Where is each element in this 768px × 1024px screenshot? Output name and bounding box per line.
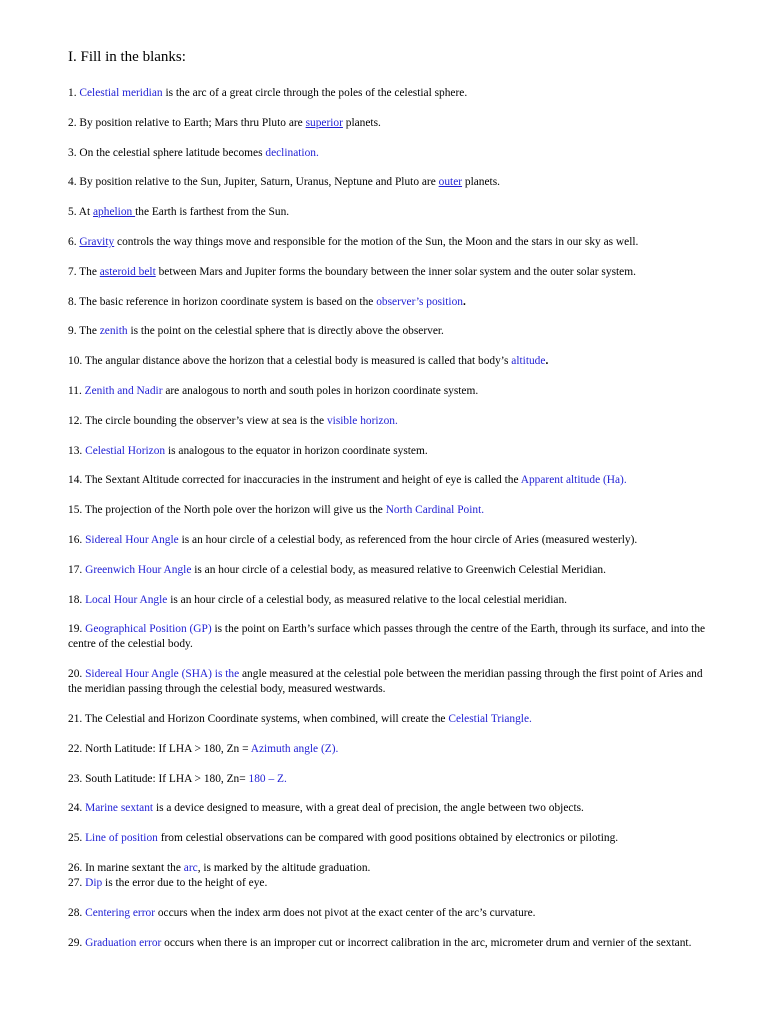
question-text: 6. [68,235,80,248]
question-text: 21. The Celestial and Horizon Coordinate systems, when combined, will create the [68,712,449,725]
question-item [68,384,708,399]
question-text: planets. [462,176,501,189]
question-text: 4. By position relative to the Sun, Jupiter, Saturn, Uranus, Neptune and Pluto are [68,176,439,189]
answer-text: Apparent altitude (Ha). [520,474,627,487]
question-text: 17. [68,563,86,576]
answer-text: Dip [85,876,103,889]
question-item [68,667,708,697]
question-item [68,831,708,846]
answer-text: Celestial Horizon [85,444,166,457]
question-item [68,86,708,101]
answer-text: Celestial meridian [79,87,163,99]
answer-text: Local Hour Angle [85,593,168,606]
question-text: 18. [68,593,86,606]
question-text: 14. The Sextant Altitude corrected for inaccuracies in the instrument and height of eye is called the [68,474,521,487]
answer-text: declination. [265,146,319,159]
answer-text: Azimuth angle (Z). [250,742,339,755]
answer-text: Greenwich Hour Angle [85,563,192,576]
answer-text: Graduation error [85,936,162,949]
question-item [68,622,708,652]
question-text: is an hour circle of a celestial body, as measured relative to the local celestial meridian. [167,593,568,606]
answer-text: 180 – Z. [248,772,287,785]
question-item [68,354,708,369]
question-item [68,563,708,578]
question-text: is the point on the celestial sphere that is directly above the observer. [127,325,444,338]
question-text: 29. [68,936,86,949]
question-text: . [545,355,549,368]
answer-text: Sidereal Hour Angle [85,533,179,546]
answer-text: superior [305,116,343,129]
question-text: 25. [68,832,86,845]
question-item [68,414,708,429]
question-text: is an hour circle of a celestial body, as measured relative to Greenwich Celestial Meridian. [191,563,606,576]
question-text: is a device designed to measure, with a great deal of precision, the angle between two objects. [153,802,584,815]
question-item [68,801,708,816]
question-text: 19. [68,623,86,636]
question-text: 20. [68,668,86,681]
answer-text: Marine sextant [85,802,154,815]
question-item [68,876,708,891]
question-text: are analogous to north and south poles in horizon coordinate system. [162,384,479,397]
question-item [68,742,708,757]
section-heading: I. Fill in the blanks: [68,49,186,65]
question-item [68,712,708,727]
question-item [68,936,708,951]
question-text: between Mars and Jupiter forms the boundary between the inner solar system and the outer solar system. [155,265,636,278]
question-item [68,906,708,921]
question-text: 13. [68,444,86,457]
answer-text: observer’s position [376,295,463,308]
answer-text: visible horizon. [326,414,398,427]
question-item [68,205,708,220]
answer-text: Sidereal Hour Angle (SHA) is the [85,668,240,681]
answer-text: Line of position [85,832,158,845]
question-text: 28. [68,906,86,919]
question-text: 23. South Latitude: If LHA > 180, Zn= [68,772,249,785]
question-item [68,593,708,608]
answer-text: arc [183,861,198,874]
answer-text: Gravity [79,235,115,248]
question-item [68,146,708,161]
question-item [68,772,708,787]
answer-text: North Cardinal Point. [385,504,485,517]
question-item [68,473,708,488]
question-text: 15. The projection of the North pole over the horizon will give us the [68,504,386,517]
question-item [68,265,708,280]
question-text: 7. The [68,265,100,278]
answer-text: outer [438,176,463,189]
question-text: 12. The circle bounding the observer’s view at sea is the [68,414,327,427]
answer-text: altitude [511,355,546,368]
question-text: 3. On the celestial sphere latitude becomes [68,146,266,159]
question-text: is the point on Earth’s surface which passes through the centre of the Earth, through its surface, and into the centre of the celestial body. [68,623,706,651]
question-text: is the arc of a great circle through the poles of the celestial sphere. [162,87,468,99]
question-text: from celestial observations can be compared with good positions obtained by electronics or piloting. [157,832,619,845]
answer-text: zenith [99,325,128,338]
question-text: 11. [68,384,85,397]
question-item [68,116,708,131]
question-text: 26. In marine sextant the [68,861,184,874]
question-text: is an hour circle of a celestial body, as referenced from the hour circle of Aries (measured westerly). [178,533,638,546]
question-text: 1. [68,87,80,99]
question-text: 5. At [68,206,93,219]
answer-text: Celestial Triangle. [448,712,532,725]
question-item [68,533,708,548]
question-text: 16. [68,533,86,546]
question-item [68,503,708,518]
answer-text: aphelion [93,206,136,219]
question-text: controls the way things move and responsible for the motion of the Sun, the Moon and the stars in our sky as well. [114,235,639,248]
question-item [68,295,708,310]
question-text: planets. [342,116,381,129]
question-text: 24. [68,802,86,815]
question-item [68,861,708,876]
answer-text: Zenith and Nadir [84,384,163,397]
answer-text: asteroid belt [99,265,156,278]
question-text: 8. The basic reference in horizon coordinate system is based on the [68,295,377,308]
document-page [68,48,708,965]
question-item [68,235,708,250]
question-text: is the error due to the height of eye. [102,876,268,889]
question-text: occurs when the index arm does not pivot at the exact center of the arc’s curvature. [155,906,536,919]
answer-text: Geographical Position (GP) [85,623,212,636]
question-text: 27. [68,876,86,889]
answer-text: Centering error [85,906,155,919]
question-text: angle measured at the celestial pole between the meridian passing through the first point of Aries and the meridian passing through the celestial body, measured westwards. [68,668,703,696]
question-list [68,86,708,951]
question-text: 9. The [68,325,100,338]
question-item [68,175,708,190]
question-text: , is marked by the altitude graduation. [197,861,371,874]
question-text: . [462,295,466,308]
question-item [68,444,708,459]
question-text: the Earth is farthest from the Sun. [135,206,290,219]
question-text: is analogous to the equator in horizon coordinate system. [165,444,428,457]
question-text: 2. By position relative to Earth; Mars thru Pluto are [68,116,306,129]
question-text: 22. North Latitude: If LHA > 180, Zn = [68,742,251,755]
question-text: 10. The angular distance above the horizon that a celestial body is measured is called that body’s [68,355,512,368]
question-item [68,324,708,339]
question-text: occurs when there is an improper cut or incorrect calibration in the arc, micrometer drum and vernier of the sextant. [161,936,692,949]
